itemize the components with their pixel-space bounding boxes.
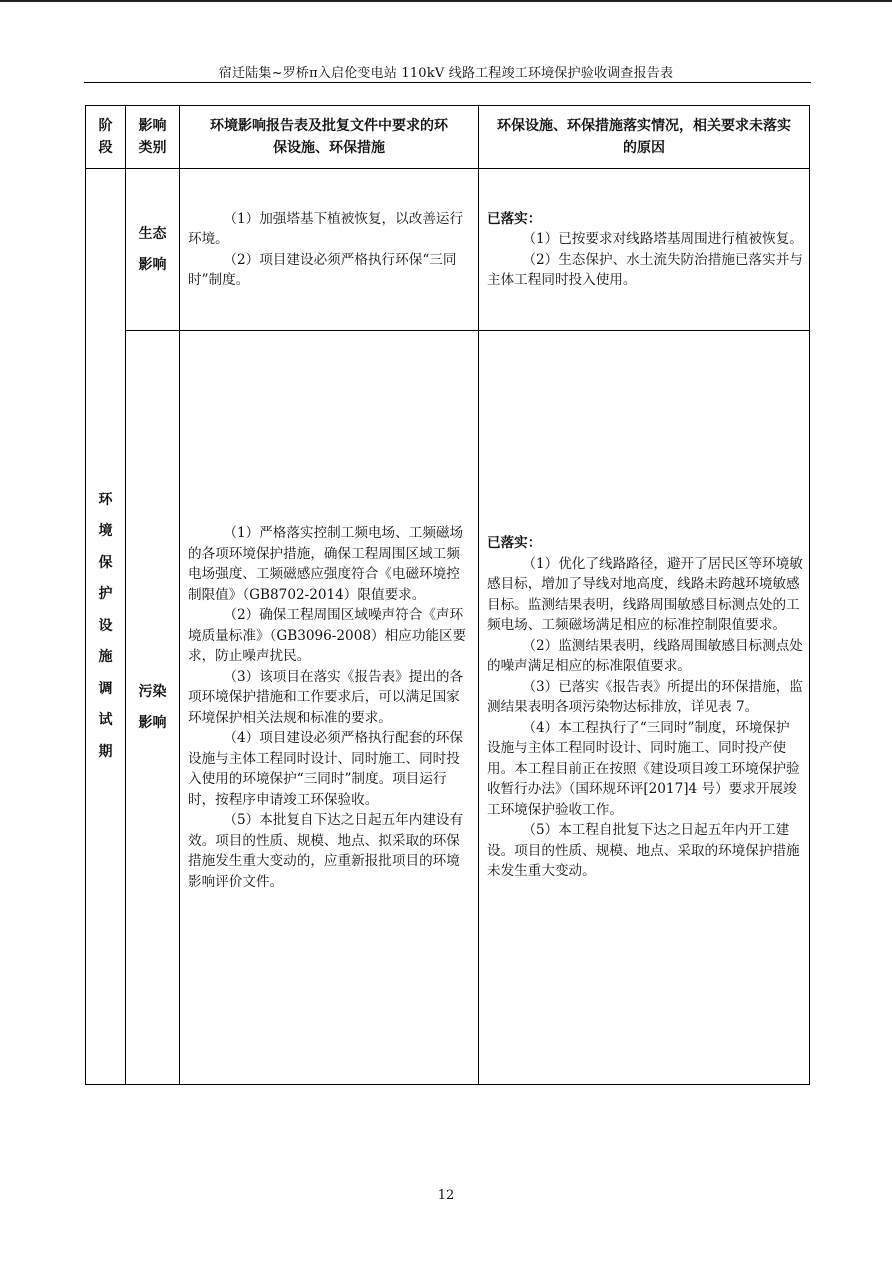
table-header-row — [86, 106, 810, 169]
requirements-cell-ecological — [180, 169, 479, 331]
stage-char: 调 — [98, 680, 113, 697]
implementation-item: （5）本工程自批复下达之日起五年内开工建设。项目的性质、规模、地点、采取的环境保护措施未发生重大变动。 — [487, 822, 800, 880]
requirement-item: （2）项目建设必须严格执行环保“三同时”制度。 — [188, 251, 457, 288]
header-type-line2: 类别 — [138, 140, 167, 156]
implementation-item: （1）优化了线路路径，避开了居民区等环境敏感目标，增加了导线对地高度，线路未跨越环境敏感目标。监测结果表明，线路周围敏感目标测点处的工频电场、工频磁场满足相应的标准控制限值要求。 — [487, 555, 803, 634]
implementation-status: 已落实： — [487, 210, 542, 227]
requirement-item: （1）加强塔基下植被恢复，以改善运行环境。 — [188, 210, 464, 247]
impact-type-line: 影响 — [138, 714, 167, 731]
requirement-item: （4）项目建设必须严格执行配套的环保设施与主体工程同时设计、同时施工、同时投入使用的环境保护“三同时”制度。项目运行时，按程序申请竣工环保验收。 — [188, 730, 464, 808]
stage-char: 试 — [98, 712, 113, 729]
header-requirements — [180, 106, 479, 169]
header-stage-line1: 阶 — [98, 118, 113, 134]
header-requirements-text: 环境影响报告表及批复文件中要求的环保设施、环保措施 — [210, 118, 448, 156]
header-stage-line2: 段 — [98, 140, 113, 156]
header-implementation — [479, 106, 810, 169]
impact-type-ecological — [126, 169, 180, 331]
implementation-item: （3）已落实《报告表》所提出的环保措施，监测结果表明各项污染物达标排放，详见表 7。 — [487, 678, 803, 716]
implementation-item: （4）本工程执行了“三同时”制度，环境保护设施与主体工程同时设计、同时施工、同时投产使用。本工程目前正在按照《建设项目竣工环境保护验收暂行办法》（国环规环评[2017]4 号）要求开展竣工环境保护验收工作。 — [487, 719, 800, 818]
impact-type-line: 影响 — [138, 256, 167, 273]
implementation-item: （1）已按要求对线路塔基周围进行植被恢复。 — [522, 231, 803, 247]
requirements-cell-pollution — [180, 331, 479, 1085]
header-impact-type — [126, 106, 180, 169]
implementation-cell-ecological — [479, 169, 810, 331]
implementation-status: 已落实： — [487, 535, 542, 552]
stage-char: 保 — [98, 554, 113, 571]
requirement-item: （3）该项目在落实《报告表》提出的各项环境保护措施和工作要求后，可以满足国家环境保护相关法规和标准的要求。 — [188, 668, 464, 726]
requirement-item: （2）确保工程周围区域噪声符合《声环境质量标准》（GB3096-2008）相应功能区要求，防止噪声扰民。 — [188, 607, 467, 664]
table-row-ecological — [86, 169, 810, 331]
impact-type-pollution — [126, 331, 180, 1085]
implementation-item: （2）生态保护、水土流失防治措施已落实并与主体工程同时投入使用。 — [487, 251, 803, 288]
requirement-item: （5）本批复自下达之日起五年内建设有效。项目的性质、规模、地点、拟采取的环保措施发生重大变动的，应重新报批项目的环境影响评价文件。 — [188, 812, 464, 890]
stage-char: 境 — [98, 523, 113, 540]
impact-type-line: 污染 — [138, 683, 167, 700]
header-type-line1: 影响 — [138, 118, 167, 134]
table-row-pollution — [86, 331, 810, 1085]
stage-char: 施 — [98, 649, 113, 666]
impact-type-line: 生态 — [138, 225, 167, 242]
implementation-cell-pollution — [479, 331, 810, 1085]
header-rule — [84, 82, 811, 83]
requirement-item: （1）严格落实控制工频电场、工频磁场的各项环境保护措施，确保工程周围区域工频电场强度、工频磁感应强度符合《电磁环境控制限值》（GB8702-2014）限值要求。 — [188, 525, 464, 603]
stage-char: 设 — [98, 617, 113, 634]
stage-char: 环 — [98, 491, 113, 508]
environmental-protection-table — [85, 105, 810, 1085]
page-header-title: 宿迁陆集~罗桥π入启伦变电站 110kV 线路工程竣工环境保护验收调查报告表 — [218, 66, 674, 81]
stage-label-cell — [86, 169, 126, 1085]
stage-char: 护 — [98, 586, 113, 603]
top-border-rule — [0, 0, 892, 2]
header-stage — [86, 106, 126, 169]
stage-char: 期 — [98, 743, 113, 760]
page-number: 12 — [437, 1188, 455, 1203]
header-implementation-text: 环保设施、环保措施落实情况，相关要求未落实的原因 — [497, 118, 791, 156]
implementation-item: （2）监测结果表明，线路周围敏感目标测点处的噪声满足相应的标准限值要求。 — [487, 637, 803, 675]
